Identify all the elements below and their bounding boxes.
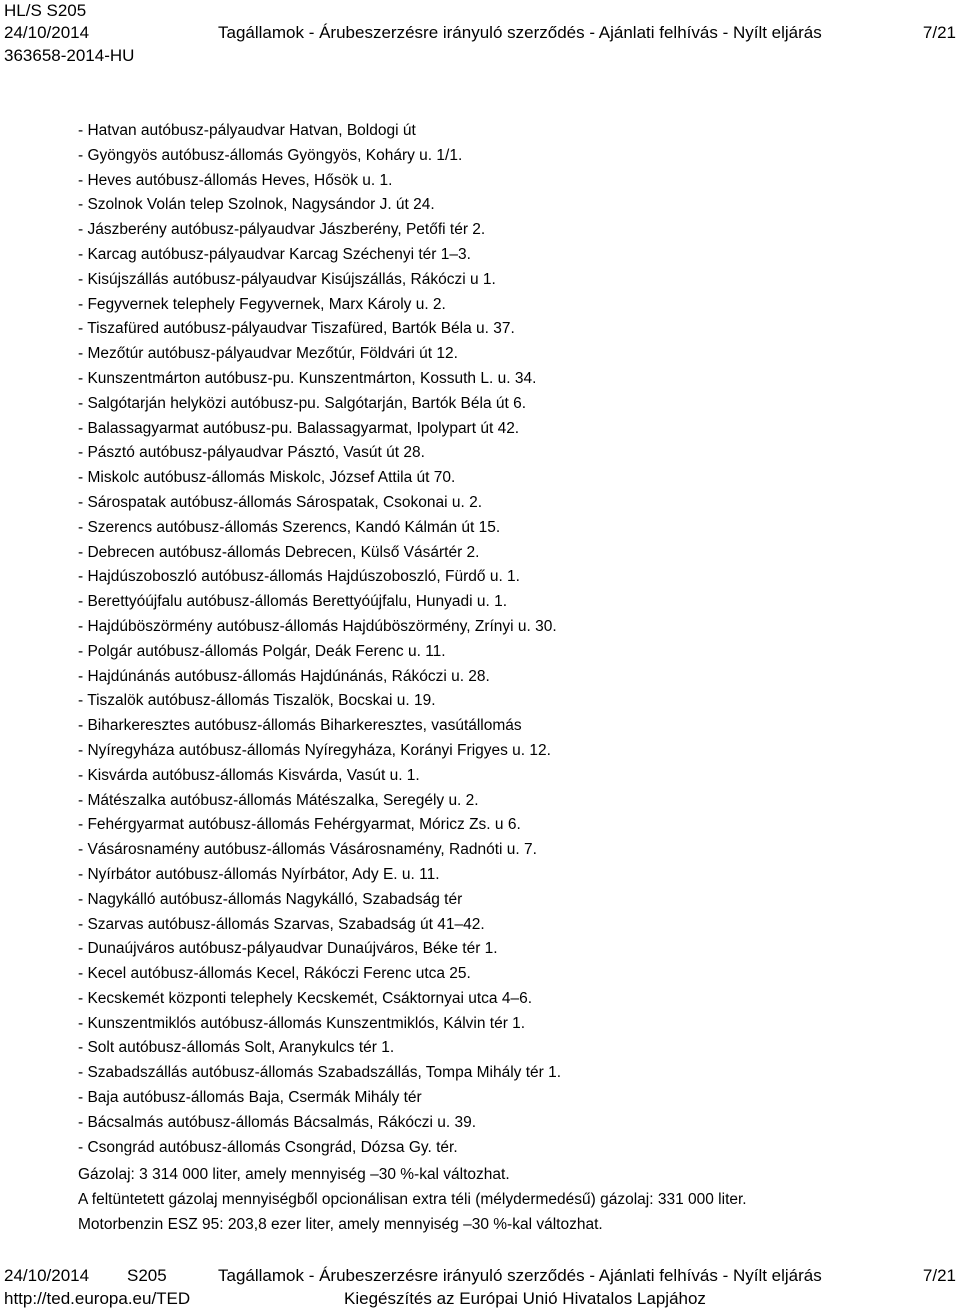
footer-page: 7/21 — [922, 1266, 956, 1285]
list-item: - Hajdúszoboszló autóbusz-állomás Hajdúszoboszló, Fürdő u. 1. — [78, 568, 520, 586]
footer-publisher: Kiegészítés az Európai Unió Hivatalos Lapjához — [344, 1289, 706, 1308]
footer-url-link[interactable]: http://ted.europa.eu/TED — [4, 1289, 191, 1308]
list-item: - Szerencs autóbusz-állomás Szerencs, Kandó Kálmán út 15. — [78, 518, 501, 536]
notice-id: 363658-2014-HU — [4, 46, 135, 65]
doc-code: HL/S S205 — [4, 1, 87, 20]
list-item: - Fegyvernek telephely Fegyvernek, Marx Károly u. 2. — [78, 295, 446, 313]
list-item: - Kecskemét központi telephely Kecskemét, Csáktornyai utca 4–6. — [78, 989, 533, 1007]
list-item: - Bácsalmás autóbusz-állomás Bácsalmás, Rákóczi u. 39. — [78, 1113, 476, 1131]
list-item: - Jászberény autóbusz-pályaudvar Jászberény, Petőfi tér 2. — [78, 221, 486, 239]
list-item: - Tiszafüred autóbusz-pályaudvar Tiszafüred, Bartók Béla u. 37. — [78, 320, 515, 338]
list-item: - Karcag autóbusz-pályaudvar Karcag Széchenyi tér 1–3. — [78, 245, 471, 263]
list-item: - Kisvárda autóbusz-állomás Kisvárda, Vasút u. 1. — [78, 766, 420, 784]
list-item: - Polgár autóbusz-állomás Polgár, Deák Ferenc u. 11. — [78, 642, 446, 660]
list-item: - Mátészalka autóbusz-állomás Mátészalka, Seregély u. 2. — [78, 791, 479, 809]
list-item: - Biharkeresztes autóbusz-állomás Biharkeresztes, vasútállomás — [78, 717, 522, 735]
list-item: - Vásárosnamény autóbusz-állomás Vásárosnamény, Radnóti u. 7. — [78, 841, 537, 859]
list-item: - Nyírbátor autóbusz-állomás Nyírbátor, Ady E. u. 11. — [78, 865, 440, 883]
list-item: - Heves autóbusz-állomás Heves, Hősök u. 1. — [78, 171, 393, 189]
list-item: - Kecel autóbusz-állomás Kecel, Rákóczi Ferenc utca 25. — [78, 965, 471, 983]
list-item: - Sárospatak autóbusz-állomás Sárospatak, Csokonai u. 2. — [78, 493, 483, 511]
note-line: A feltüntetett gázolaj mennyiségből opcionálisan extra téli (mélydermedésű) gázolaj: 331 000 liter. — [78, 1190, 747, 1208]
list-item: - Nagykálló autóbusz-állomás Nagykálló, Szabadság tér — [78, 890, 463, 908]
list-item: - Szarvas autóbusz-állomás Szarvas, Szabadság út 41–42. — [78, 915, 485, 933]
locations-list — [78, 119, 938, 1160]
list-item: - Tiszalök autóbusz-állomás Tiszalök, Bocskai u. 19. — [78, 692, 436, 710]
header-title: Tagállamok - Árubeszerzésre irányuló szerződés - Ajánlati felhívás - Nyílt eljárás — [218, 23, 822, 42]
list-item: - Fehérgyarmat autóbusz-állomás Fehérgyarmat, Móricz Zs. u 6. — [78, 816, 521, 834]
list-item: - Gyöngyös autóbusz-állomás Gyöngyös, Koháry u. 1/1. — [78, 146, 463, 164]
list-item: - Hatvan autóbusz-pályaudvar Hatvan, Boldogi út — [78, 122, 416, 139]
list-item: - Dunaújváros autóbusz-pályaudvar Dunaújváros, Béke tér 1. — [78, 940, 498, 958]
list-item: - Szolnok Volán telep Szolnok, Nagysándor J. út 24. — [78, 196, 435, 214]
list-item: - Solt autóbusz-állomás Solt, Aranykulcs tér 1. — [78, 1039, 395, 1057]
list-item: - Baja autóbusz-állomás Baja, Csermák Mihály tér — [78, 1089, 422, 1107]
list-item: - Mezőtúr autóbusz-pályaudvar Mezőtúr, Földvári út 12. — [78, 345, 458, 363]
list-item: - Miskolc autóbusz-állomás Miskolc, József Attila út 70. — [78, 469, 456, 487]
list-item: - Hajdúböszörmény autóbusz-állomás Hajdúböszörmény, Zrínyi u. 30. — [78, 617, 557, 635]
footer-series: S205 — [127, 1266, 167, 1285]
list-item: - Hajdúnánás autóbusz-állomás Hajdúnánás, Rákóczi u. 28. — [78, 667, 490, 685]
list-item: - Kunszentmárton autóbusz-pu. Kunszentmárton, Kossuth L. u. 34. — [78, 369, 537, 387]
footer-date: 24/10/2014 — [4, 1266, 90, 1285]
list-item: - Csongrád autóbusz-állomás Csongrád, Dózsa Gy. tér. — [78, 1138, 458, 1156]
footer-title: Tagállamok - Árubeszerzésre irányuló szerződés - Ajánlati felhívás - Nyílt eljárás — [218, 1266, 822, 1285]
header-date: 24/10/2014 — [4, 23, 90, 42]
list-item: - Kisújszállás autóbusz-pályaudvar Kisújszállás, Rákóczi u 1. — [78, 270, 496, 288]
list-item: - Kunszentmiklós autóbusz-állomás Kunszentmiklós, Kálvin tér 1. — [78, 1014, 526, 1032]
note-line: Gázolaj: 3 314 000 liter, amely mennyiség –30 %-kal változhat. — [78, 1166, 510, 1183]
list-item: - Debrecen autóbusz-állomás Debrecen, Külső Vásártér 2. — [78, 543, 480, 561]
list-item: - Balassagyarmat autóbusz-pu. Balassagyarmat, Ipolypart út 42. — [78, 419, 520, 437]
header-page: 7/21 — [922, 23, 956, 42]
notes — [78, 1163, 938, 1237]
list-item: - Nyíregyháza autóbusz-állomás Nyíregyháza, Korányi Frigyes u. 12. — [78, 741, 551, 759]
note-line: Motorbenzin ESZ 95: 203,8 ezer liter, amely mennyiség –30 %-kal változhat. — [78, 1215, 603, 1233]
list-item: - Salgótarján helyközi autóbusz-pu. Salgótarján, Bartók Béla út 6. — [78, 394, 527, 412]
list-item: - Szabadszállás autóbusz-állomás Szabadszállás, Tompa Mihály tér 1. — [78, 1064, 562, 1082]
list-item: - Pásztó autóbusz-pályaudvar Pásztó, Vasút út 28. — [78, 444, 425, 462]
list-item: - Berettyóújfalu autóbusz-állomás Berettyóújfalu, Hunyadi u. 1. — [78, 593, 508, 611]
